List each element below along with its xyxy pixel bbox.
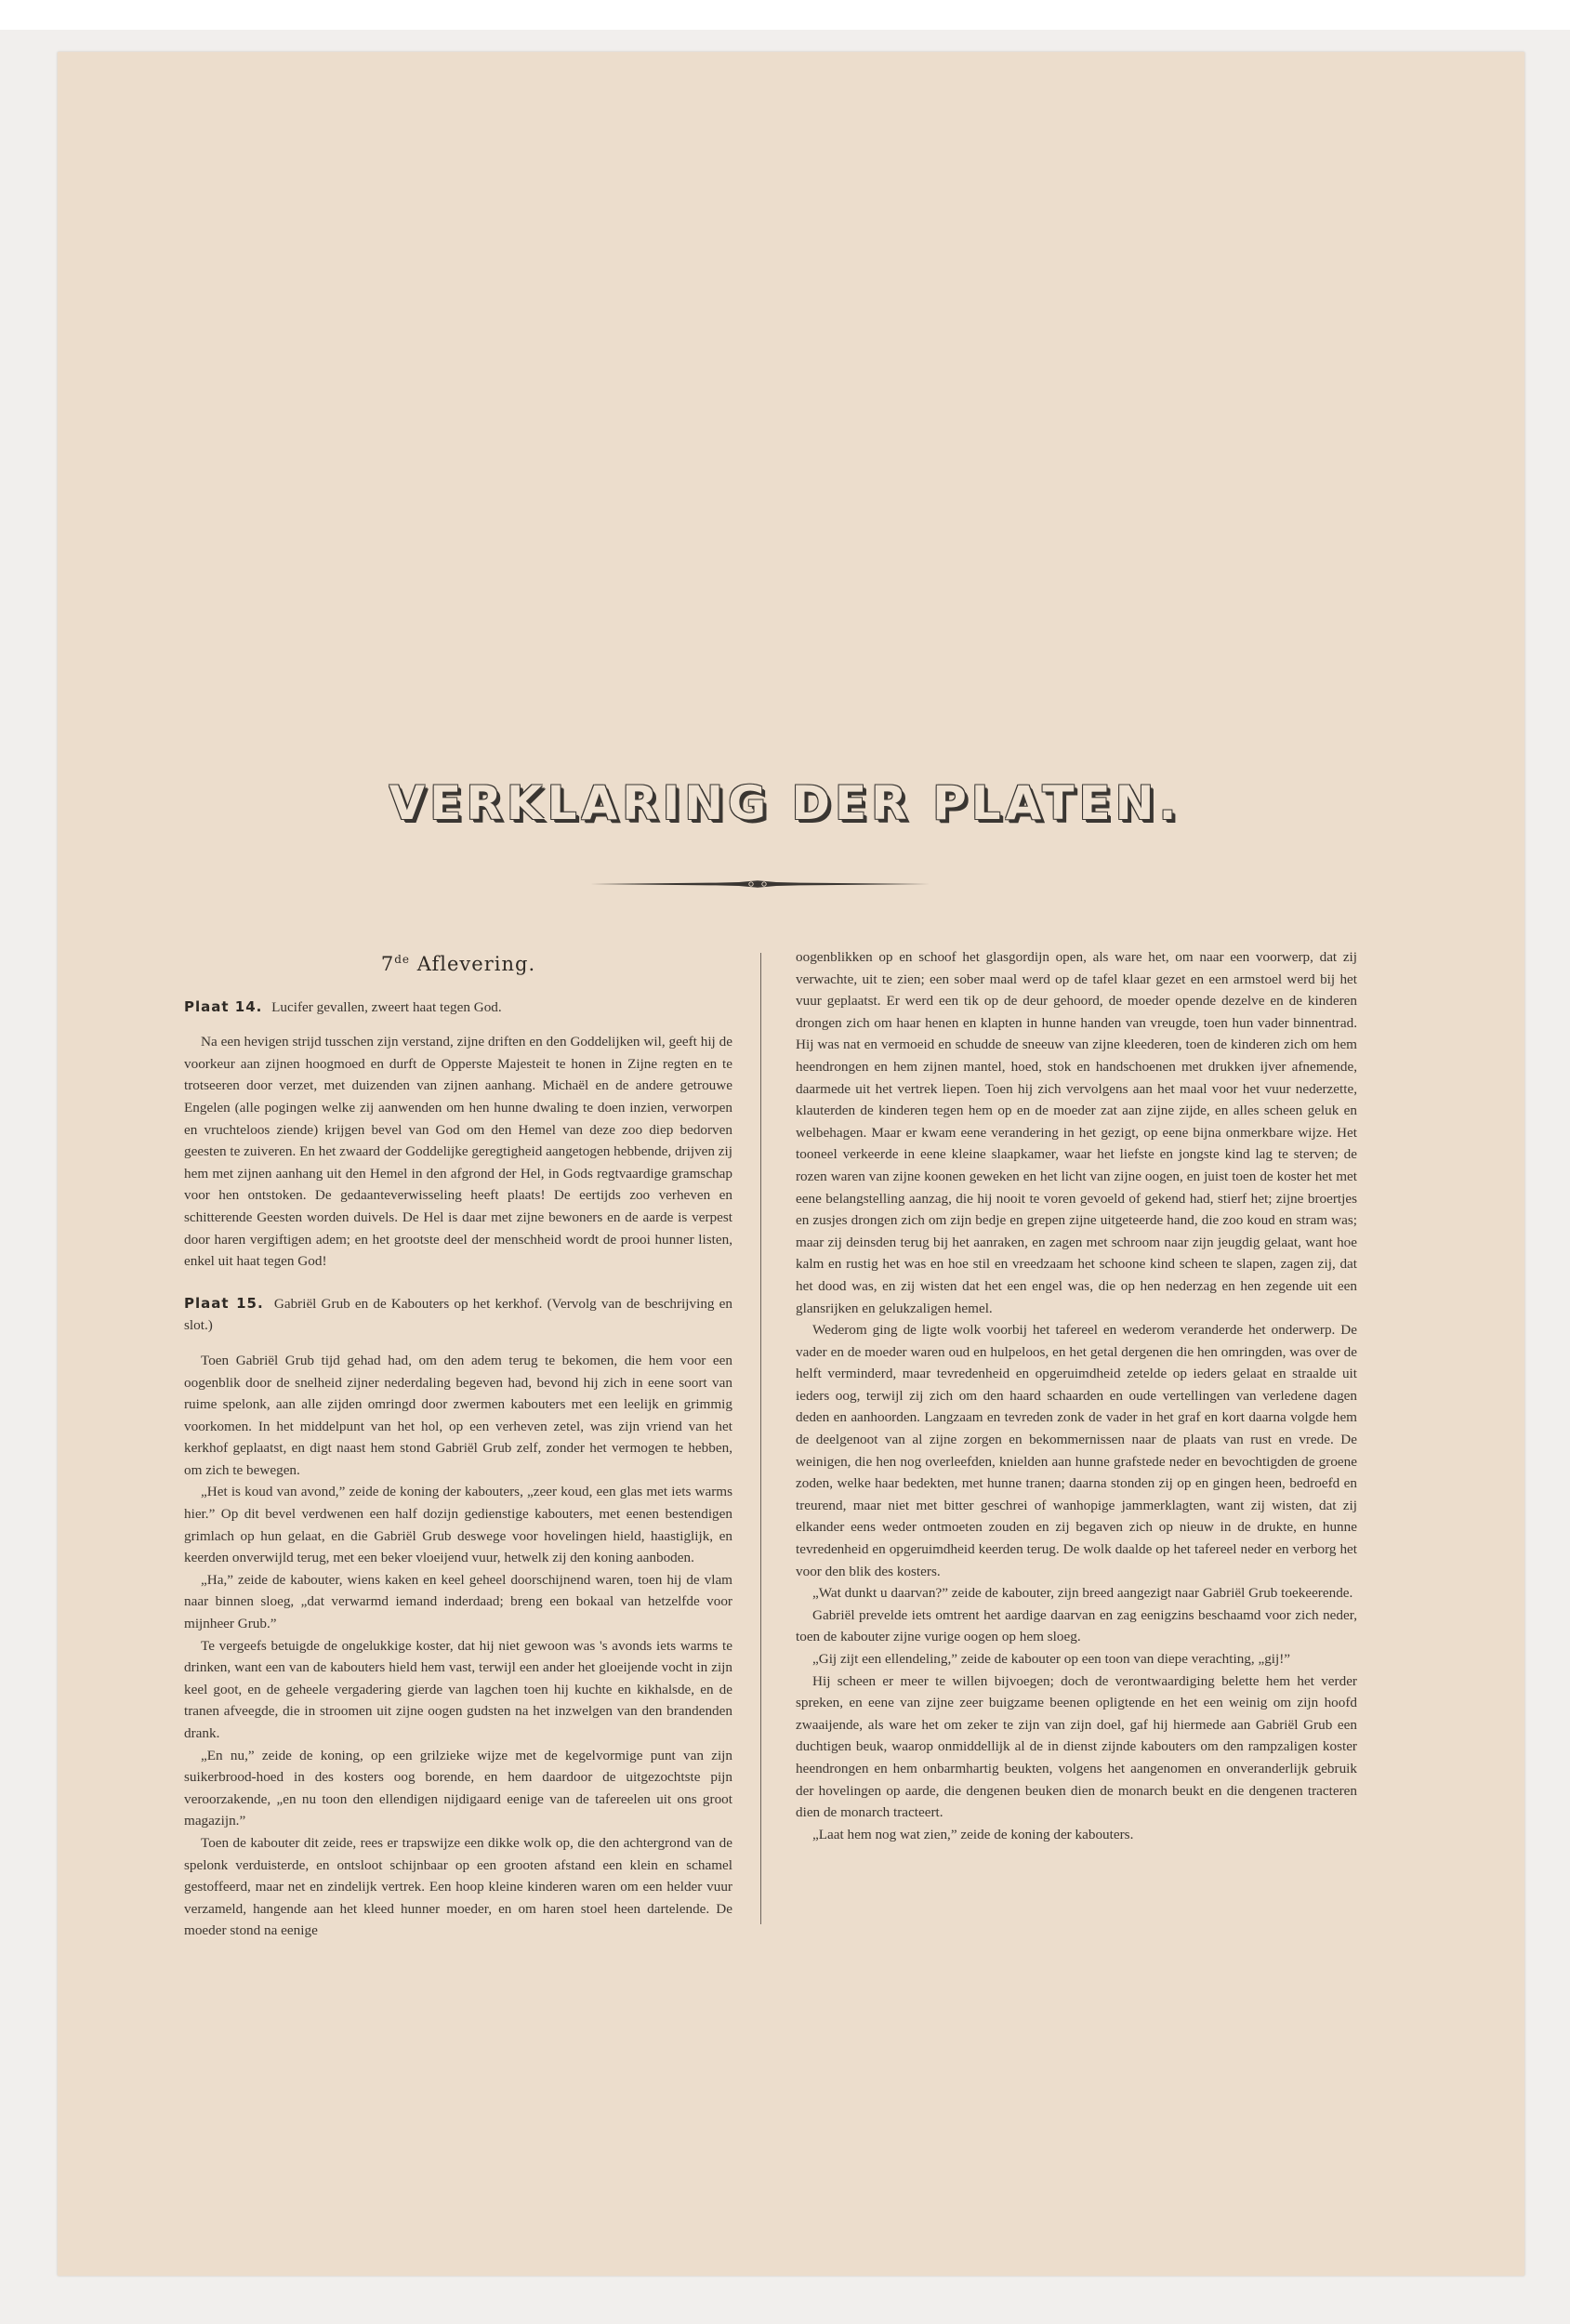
paragraph: Gabriël prevelde iets omtrent het aardige daarvan en zag eenigzins beschaamd voor zich neder, toen de kabouter zijne vurige oogen op hem sloeg. [796,1606,1357,1645]
top-bar [0,0,1570,30]
title-ornament [586,878,930,891]
left-column [184,944,732,1942]
plate-15-caption [184,1293,732,1337]
paragraph: „Ha,” zeide de kabouter, wiens kaken en keel geheel doorschijnend waren, toen hij de vlam naar binnen sloeg, „dat verwarmd iemand inderdaad; breng een bokaal van hetzelfde voor mijnheer Grub.” [184,1571,732,1632]
plate-15-title: Gabriël Grub en de Kabouters op het kerkhof. (Vervolg van de beschrijving en slot.) [184,1295,732,1334]
paragraph: Na een hevigen strijd tusschen zijn verstand, zijne driften en den Goddelijken wil, geeft hij de voorkeur aan zijnen hoogmoed en durft de Opperste Majesteit te honen in Zijne regten en te trotseeren door verzet, met duizenden van zijnen aanhang. Michaël en de andere getrouwe Engelen (alle pogingen welke zij aanwenden om hen hunne dwaling te doen inzien, verworpen en vruchteloos ziende) krijgen bevel van God om den Hemel van deze zoo diep bedorven geesten te zuiveren. En het zwaard der Goddelijke geregtigheid aangetogen hebbende, drijven zij hem met zijnen aanhang uit den Hemel in den afgrond der Hel, in Gods regtvaardige gramschap voor hen ontstoken. De gedaanteverwisseling heeft plaats! De eertijds zoo verheven en schitterende Geesten worden duivels. De Hel is daar met zijne bewoners en de aarde is verpest door haren vergiftigen adem; en het grootste deel der menschheid wordt de prooi hunner listen, enkel uit haat tegen God! [184,1034,732,1270]
paragraph: Hij scheen er meer te willen bijvoegen; doch de verontwaardiging belette hem het verder spreken, en eene van zijne zeer buigzame beenen opligtende en het een weinig om zijn hoofd zwaaijende, als ware het om zeker te zijn van zijn doel, gaf hij hiermede aan Gabriël Grub een duchtigen beuk, waarop onmiddellijk al de in dienst zijnde kabouters om den rampzaligen koster heendrongen en hem onbarmhartig beukten, volgens het aangenomen en onveranderlijk gebruik der hovelingen op aarde, die dengenen beuken dien de monarch beukt en die dengenen tracteren dien de monarch tracteert. [796,1672,1357,1821]
right-column [796,946,1357,1845]
paragraph: Toen Gabriël Grub tijd gehad had, om den adem terug te bekomen, die hem voor een oogenblik door de snelheid zijner nederdaling begeven had, bevond hij zich in eene soort van ruime spelonk, aan alle zijden omringd door zwermen kabouters met een leelijk en grimmig voorkomen. In het middelpunt van het hol, op een verheven zetel, was zijn vriend van het kerkhof geplaatst, en digt naast hem stond Gabriël Grub zelf, zonder het vermogen te hebben, om zich te bewegen. [184,1352,732,1478]
paragraph: Te vergeefs betuigde de ongelukkige koster, dat hij niet gewoon was 's avonds iets warms te drinken, want een van de kabouters hield hem vast, terwijl een ander het gloeijende vocht in zijn keel goot, en de geheele vergadering gierde van lagchen toen hij kuchte en kikhalsde, en de tranen afveegde, die in stroomen uit zijne oogen gudsten na het inzwelgen van den brandenden drank. [184,1637,732,1741]
heading-suffix: de [394,953,411,966]
paragraph: „Laat hem nog wat zien,” zeide de koning der kabouters. [812,1826,1134,1842]
plate-14-caption [184,997,732,1019]
plate-15-label: Plaat 15. [184,1294,264,1312]
paragraph: Wederom ging de ligte wolk voorbij het tafereel en wederom veranderde het onderwerp. De vader en de moeder waren oud en hulpeloos, en het getal dergenen die hen omringden, was over de helft verminderd, maar tevredenheid en opgeruimdheid zetelde op ieders gelaat en straalde uit ieders oog, terwijl zij zich om den haard schaarden en oude vertellingen van verledene dagen deden en aanhoorden. Langzaam en tevreden zonk de vader in het graf en kort daarna volgde hem de deelgenoot van al zijne zorgen en bekommernissen naar de plaats van rust en vrede. De weinigen, die hen nog overleefden, knielden aan hunne grafstede neder en bevochtigden de groene zoden, welke haar bedekten, met hunne tranen; daarna stonden zij op en gingen heen, bedroefd en treurend, maar niet met bitter geschrei of wanhopige jammerklagten, want zij wisten, dat zij elkander eens weder ontmoeten zouden en zij begaven zich op nieuw in de drukte, en hunne tevredenheid en opgeruimdheid keerden terug. De wolk daalde op het tafereel neder en verborg het voor den blik des kosters. [796,1322,1357,1579]
column-divider [760,953,761,1924]
heading-number: 7 [380,953,395,975]
heading-text: Aflevering. [410,953,536,975]
paragraph: „Wat dunkt u daarvan?” zeide de kabouter, zijn breed aangezigt naar Gabriël Grub toekeerende. [812,1585,1353,1602]
plate-14-label: Plaat 14. [184,997,263,1015]
paragraph: „Het is koud van avond,” zeide de koning der kabouters, „zeer koud, een glas met iets warms hier.” Op dit bevel verdwenen een half dozijn gedienstige kabouters, met eenen bestendigen grimlach op hun gelaat, en die Gabriël Grub deswege voor hovelingen hield, haastiglijk, en keerden onverwijld terug, met een beker vloeijend vuur, hetwelk zij den koning aanboden. [184,1484,732,1566]
paragraph: „En nu,” zeide de koning, op een grilzieke wijze met de kegelvormige punt van zijn suikerbrood-hoed in des kosters oog borende, en hem daardoor de uitgezochtste pijn veroorzakende, „en nu toon den ellendigen nijdigaard eenige van de tafereelen uit ons groot magazijn.” [184,1747,732,1829]
paragraph: oogenblikken op en schoof het glasgordijn open, als ware het, om naar een voorwerp, dat zij verwachte, uit te zien; een sober maal werd op de tafel klaar gezet en een armstoel werd bij het vuur geplaatst. Er werd een tik op de deur gehoord, de moeder opende dezelve en de kinderen drongen zich om haar henen en klapten in hunne handen van vreugde, toen hun vader binnentrad. Hij was nat en vermoeid en schudde de sneeuw van zijne kleederen, toen de kinderen zich om hem heendrongen en hem zijnen mantel, hoed, stok en handschoenen met drukken ijver afnemende, daarmede uit het vertrek liepen. Toen hij zich vervolgens aan het maal voor het vuur nederzette, klauterden de kinderen tegen hem op en de moeder zat aan zijne zijde, en alles scheen geluk en welbehagen. Maar er kwam eene verandering in het gezigt, op eene bijna onmerkbare wijze. Het tooneel verkeerde in eene kleine slaapkamer, waar het liefste en jongste kind lag te sterven; de rozen waren van zijne koonen geweken en het licht van zijne oogen, en juist toen de koster het met eene belangstelling aanzag, die hij nooit te voren gevoeld of gekend had, stierf het; zijne broertjes en zusjes drongen zich om zijn bedje en grepen zijne uitgeteerde hand, die zoo koud en stram was; maar zij deinsden terug bij het aanraken, en zagen met schroom naar zijn jeugdig gelaat, want hoe kalm en rustig het was en hoe stil en vreedzaam het schoone kind scheen te slapen, zagen zij, dat het dood was, en zij wisten dat het een engel was, die op hen nederzag en hen zegende uit een glansrijken en gelukzaligen hemel. [796,949,1357,1316]
page-title: VERKLARING DER PLATEN. [389,776,1181,830]
paragraph: Toen de kabouter dit zeide, rees er trapswijze een dikke wolk op, die den achtergrond van de spelonk verduisterde, en ontsloot schijnbaar op een grooten afstand een klein en schamel gestoffeerd, maar net en zindelijk vertrek. Een hoop kleine kinderen waren om een helder vuur verzameld, hangende aan het kleed hunner moeder, en om haren stoel heen dartelende. De moeder stond na eenige [184,1834,732,1939]
plate-14-title: Lucifer gevallen, zweert haat tegen God. [271,998,502,1015]
section-heading [184,949,732,976]
paragraph: „Gij zijt een ellendeling,” zeide de kabouter op een toon van diepe verachting, „gij!” [812,1651,1291,1667]
